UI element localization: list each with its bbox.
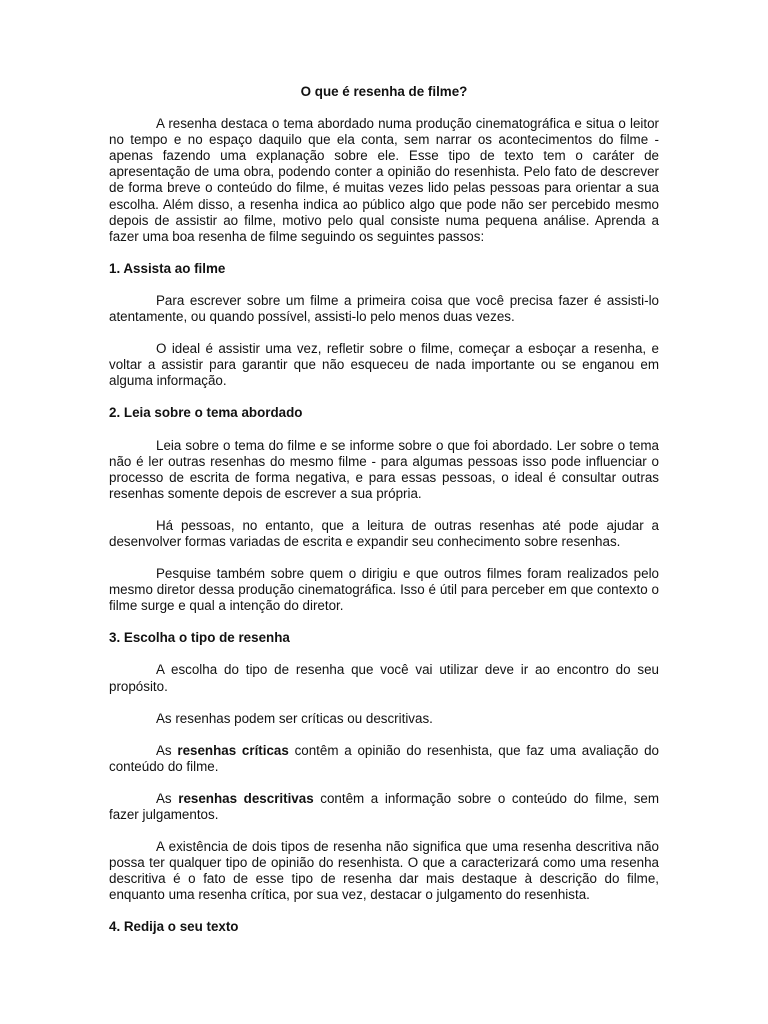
document-page (109, 84, 659, 952)
document-title: O que é resenha de filme? (300, 84, 468, 99)
section-heading-3: 3. Escolha o tipo de resenha (109, 630, 290, 646)
section-heading-4: 4. Redija o seu texto (109, 919, 239, 935)
section-3-paragraph-1: A escolha do tipo de resenha que você vai utilizar deve ir ao encontro do seu propósito. (109, 662, 659, 694)
section-3-paragraph-4 (109, 791, 659, 823)
paragraph-text: contêm a informação sobre o conteúdo do filme, sem fazer julgamentos. (109, 790, 659, 822)
section-1-paragraph-1: Para escrever sobre um filme a primeira coisa que você precisa fazer é assisti-lo atentamente, ou quando possível, assisti-lo pelo menos duas vezes. (109, 292, 659, 325)
intro-paragraph: A resenha destaca o tema abordado numa produção cinematográfica e situa o leitor no tempo e no espaço daquilo que ela conta, sem narrar os acontecimentos do filme - apenas fazendo uma explanação sobre ele. Esse tipo de texto tem o caráter de apresentação de uma obra, podendo conter a opinião do resenhista. Pelo fato de descrever de forma breve o conteúdo do filme, é muitas vezes lido pelas pessoas para orientar a sua escolha. Além disso, a resenha indica ao público algo que pode não ser percebido mesmo depois de assistir ao filme, motivo pelo qual consiste numa pequena análise. Aprenda a fazer uma boa resenha de filme seguindo os seguintes passos: (109, 116, 659, 244)
paragraph-text: As (156, 790, 179, 806)
section-2-paragraph-3: Pesquise também sobre quem o dirigiu e que outros filmes foram realizados pelo mesmo diretor dessa produção cinematográfica. Isso é útil para perceber em que contexto o filme surge e qual a intenção do diretor. (109, 566, 659, 614)
section-3-paragraph-2: As resenhas podem ser críticas ou descritivas. (156, 710, 433, 726)
section-2-paragraph-2: Há pessoas, no entanto, que a leitura de outras resenhas até pode ajudar a desenvolver formas variadas de escrita e expandir seu conhecimento sobre resenhas. (109, 517, 659, 549)
paragraph-text: As (156, 742, 178, 758)
bold-term-resenhas-descritivas: resenhas descritivas (178, 790, 314, 806)
section-2-paragraph-1: Leia sobre o tema do filme e se informe sobre o que foi abordado. Ler sobre o tema não é ler outras resenhas do mesmo filme - para algumas pessoas isso pode influenciar o processo de escrita de forma negativa, e para essas pessoas, o ideal é consultar outras resenhas somente depois de escrever a sua própria. (109, 437, 659, 501)
section-heading-1: 1. Assista ao filme (109, 260, 226, 276)
section-1-paragraph-2: O ideal é assistir uma vez, refletir sobre o filme, começar a esboçar a resenha, e voltar a assistir para garantir que não esqueceu de nada importante ou se enganou em alguma informação. (109, 341, 659, 389)
section-3-paragraph-5: A existência de dois tipos de resenha não significa que uma resenha descritiva não possa ter qualquer tipo de opinião do resenhista. O que a caracterizará como uma resenha descritiva é o fato de esse tipo de resenha dar mais destaque à descrição do filme, enquanto uma resenha crítica, por sua vez, destacar o julgamento do resenhista. (109, 839, 659, 903)
paragraph-text: contêm a opinião do resenhista, que faz uma avaliação do conteúdo do filme. (109, 742, 659, 774)
section-heading-2: 2. Leia sobre o tema abordado (109, 405, 303, 421)
bold-term-resenhas-criticas: resenhas críticas (177, 742, 289, 758)
section-3-paragraph-3 (109, 743, 659, 775)
